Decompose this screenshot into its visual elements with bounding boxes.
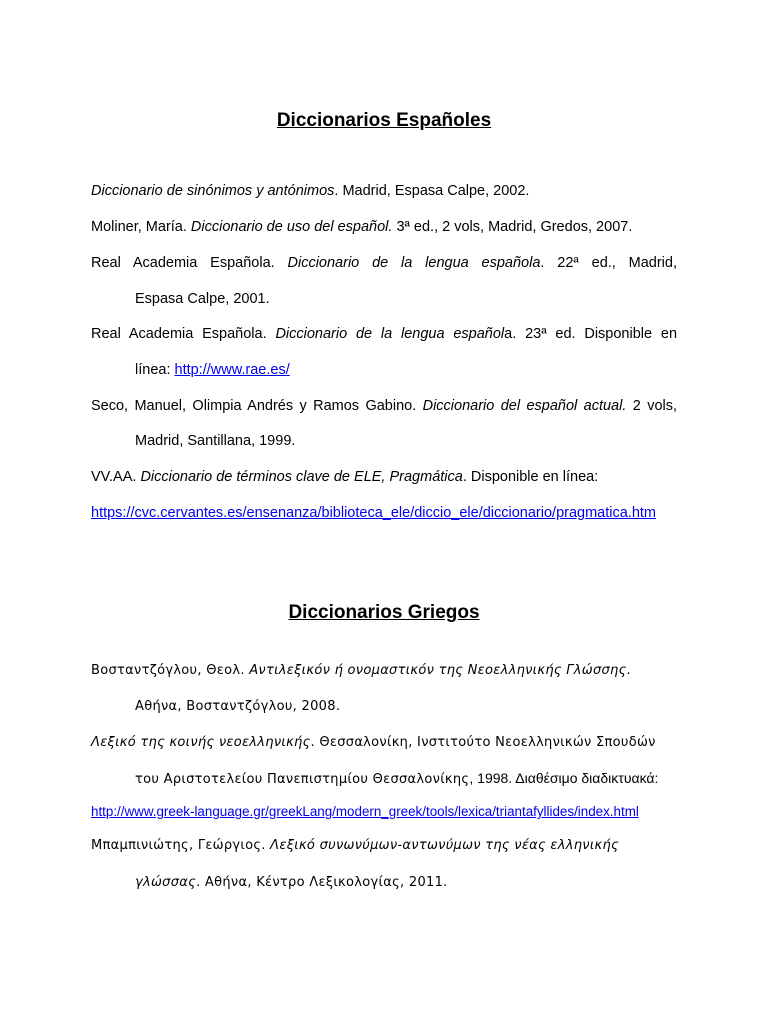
greek-language-link[interactable]: http://www.greek-language.gr/greekLang/modern_greek/tools/lexica/triantafyllides/index.html xyxy=(91,804,639,819)
entry-rae-22-line1: Real Academia Española. Diccionario de la lengua española. 22ª ed., Madrid, xyxy=(91,255,677,271)
entry-lexiko-koinis-line3 xyxy=(91,803,639,821)
heading-greek-dictionaries: Diccionarios Griegos xyxy=(288,602,480,623)
entry-vostantzoglou-line1: Βοσταντζόγλου, Θεολ. Αντιλεξικόν ή ονομαστικόν της Νεοελληνικής Γλώσσης. xyxy=(91,663,631,678)
entry-lexiko-koinis-line1: Λεξικό της κοινής νεοελληνικής. Θεσσαλονίκη, Ινστιτούτο Νεοελληνικών Σπουδών xyxy=(91,735,656,750)
entry-vvaa-line2 xyxy=(91,504,656,522)
entry-seco-line1: Seco, Manuel, Olimpia Andrés y Ramos Gabino. Diccionario del español actual. 2 vols, xyxy=(91,398,678,414)
entry-rae-23-line2: línea: http://www.rae.es/ xyxy=(135,362,290,378)
entry-vvaa-line1: VV.AA. Diccionario de términos clave de ELE, Pragmática. Disponible en línea: xyxy=(91,469,599,485)
entry-rae-23-line1: Real Academia Española. Diccionario de la lengua española. 23ª ed. Disponible en xyxy=(91,326,678,342)
rae-link[interactable]: http://www.rae.es/ xyxy=(174,362,290,378)
heading-spanish-dictionaries: Diccionarios Españoles xyxy=(276,110,492,131)
entry-sinonimos: Diccionario de sinónimos y antónimos. Madrid, Espasa Calpe, 2002. xyxy=(91,183,530,199)
entry-moliner: Moliner, María. Diccionario de uso del español. 3ª ed., 2 vols, Madrid, Gredos, 2007. xyxy=(91,219,633,235)
entry-rae-22-line2: Espasa Calpe, 2001. xyxy=(135,291,270,307)
cervantes-link[interactable]: https://cvc.cervantes.es/ensenanza/biblioteca_ele/diccio_ele/diccionario/pragmatica.htm xyxy=(91,505,657,521)
entry-babiniotis-line2: γλώσσας. Αθήνα, Κέντρο Λεξικολογίας, 2011. xyxy=(135,875,448,890)
entry-lexiko-koinis-line2: του Αριστοτελείου Πανεπιστημίου Θεσσαλονίκης, 1998. Διαθέσιμο διαδικτυακά: xyxy=(135,770,659,787)
entry-seco-line2: Madrid, Santillana, 1999. xyxy=(135,433,296,449)
entry-vostantzoglou-line2: Αθήνα, Βοσταντζόγλου, 2008. xyxy=(135,699,341,714)
entry-babiniotis-line1: Μπαμπινιώτης, Γεώργιος. Λεξικό συνωνύμων-αντωνύμων της νέας ελληνικής xyxy=(91,838,619,853)
